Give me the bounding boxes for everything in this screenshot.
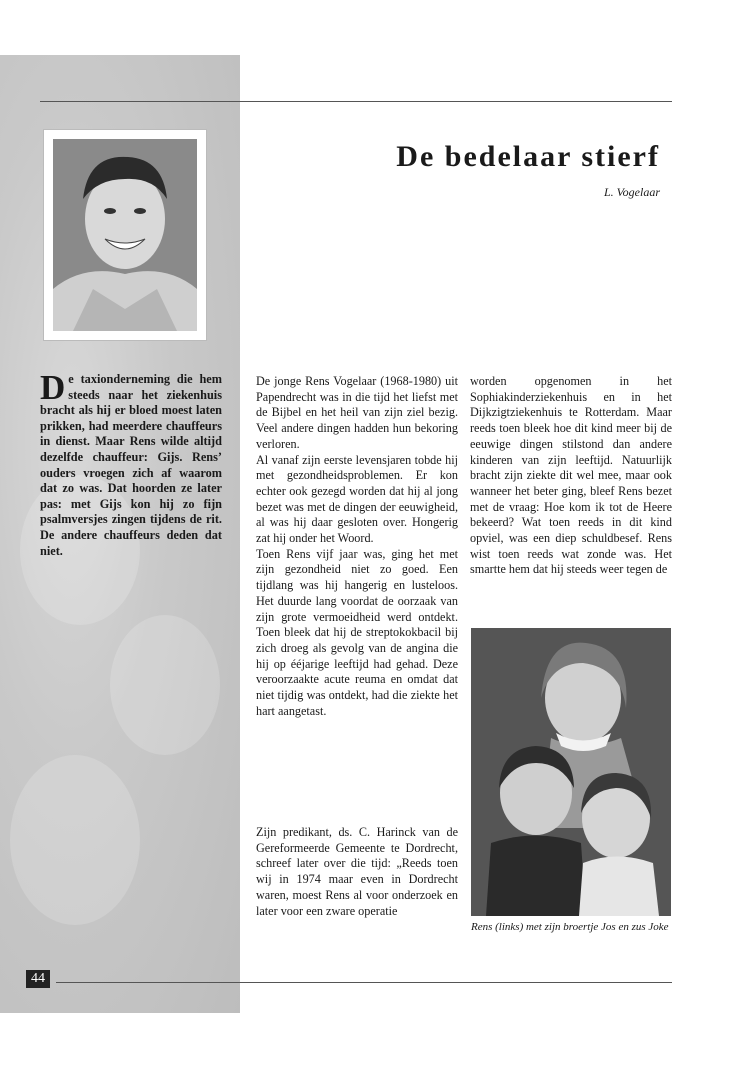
intro-body: e taxionderneming die hem steeds naar het ziekenhuis bracht als hij er bloed moest laten prikken, had meerdere chauffeurs in dienst. Maar Rens wilde altijd dezelfde chauffeur: Gijs. Rens’ ouders vroegen zich af waarom dat zo was. Dat hoorden ze later pas: met Gijs kon hij zo fijn psalmversjes zingen tijdens de rit. De andere chauffeurs deden dat niet. [40,372,222,558]
page-number: 44 [26,970,50,988]
portrait-photo-frame [44,130,206,340]
column1-paragraph: De jonge Rens Vogelaar (1968-1980) uit Papendrecht was in die tijd het liefst met de Bijbel en het heil van zijn ziel bezig. Veel andere dingen hadden hun bekoring verloren. [256,374,458,451]
article-title: De bedelaar stierf [396,140,660,173]
body-column-2 [470,374,672,578]
photo-caption: Rens (links) met zijn broertje Jos en zus Joke [471,921,669,933]
column2-paragraph: worden opgenomen in het Sophiakinderziekenhuis en in het Dijkzigtziekenhuis te Rotterdam. Maar reeds toen bleek hoe dit kind meer bij de eeuwige dingen stilstond dan andere kinderen van zijn leeftijd. Natuurlijk bracht zijn ziekte dit wel mee, maar ook wanneer het beter ging, bleef Rens bezet met de vraag: Hoe kom ik tot de Heere bekeerd? Wat toen reeds in dit kind opviel, was een diep schuldbesef. Rens wist toen reeds wat zonde was. Het smartte hem dat hij steeds weer tegen de [470,374,672,577]
column1-paragraph: Al vanaf zijn eerste levensjaren tobde hij met gezondheidsproblemen. Er kon echter ook gezegd worden dat hij al jong bezet was met de dingen der eeuwigheid, al was hij daar gesloten over. Hongerig zat hij onder het Woord. [256,452,458,546]
body-column-1-continued [256,825,458,919]
top-rule [40,101,672,102]
body-column-1 [256,374,458,719]
portrait-photo [53,139,197,331]
intro-dropcap: D [40,368,66,407]
bottom-rule [56,982,672,983]
column1-paragraph: Toen Rens vijf jaar was, ging het met zijn gezondheid niet zo goed. Een tijdlang was hij hangerig en lusteloos. Het duurde lang voordat de oorzaak van zijn grote vermoeidheid werd ontdekt. Toen bleek dat hij de streptokokbacil bij zich droeg als gevolg van de angina die hij op ééjarige leeftijd had gehad. Deze veroorzaakte acute reuma en omdat dat niet tijdig was ontdekt, had die ziekte het hart aangetast. [256,546,458,718]
article-author: L. Vogelaar [603,185,660,199]
column1-paragraph: Zijn predikant, ds. C. Harinck van de Gereformeerde Gemeente te Dordrecht, schreef later over die tijd: „Reeds toen wij in 1974 maar even in Dordrecht waren, moest Rens al voor onderzoek en later voor een zware operatie [256,825,458,918]
children-photo [471,628,671,916]
intro-text [40,368,222,559]
